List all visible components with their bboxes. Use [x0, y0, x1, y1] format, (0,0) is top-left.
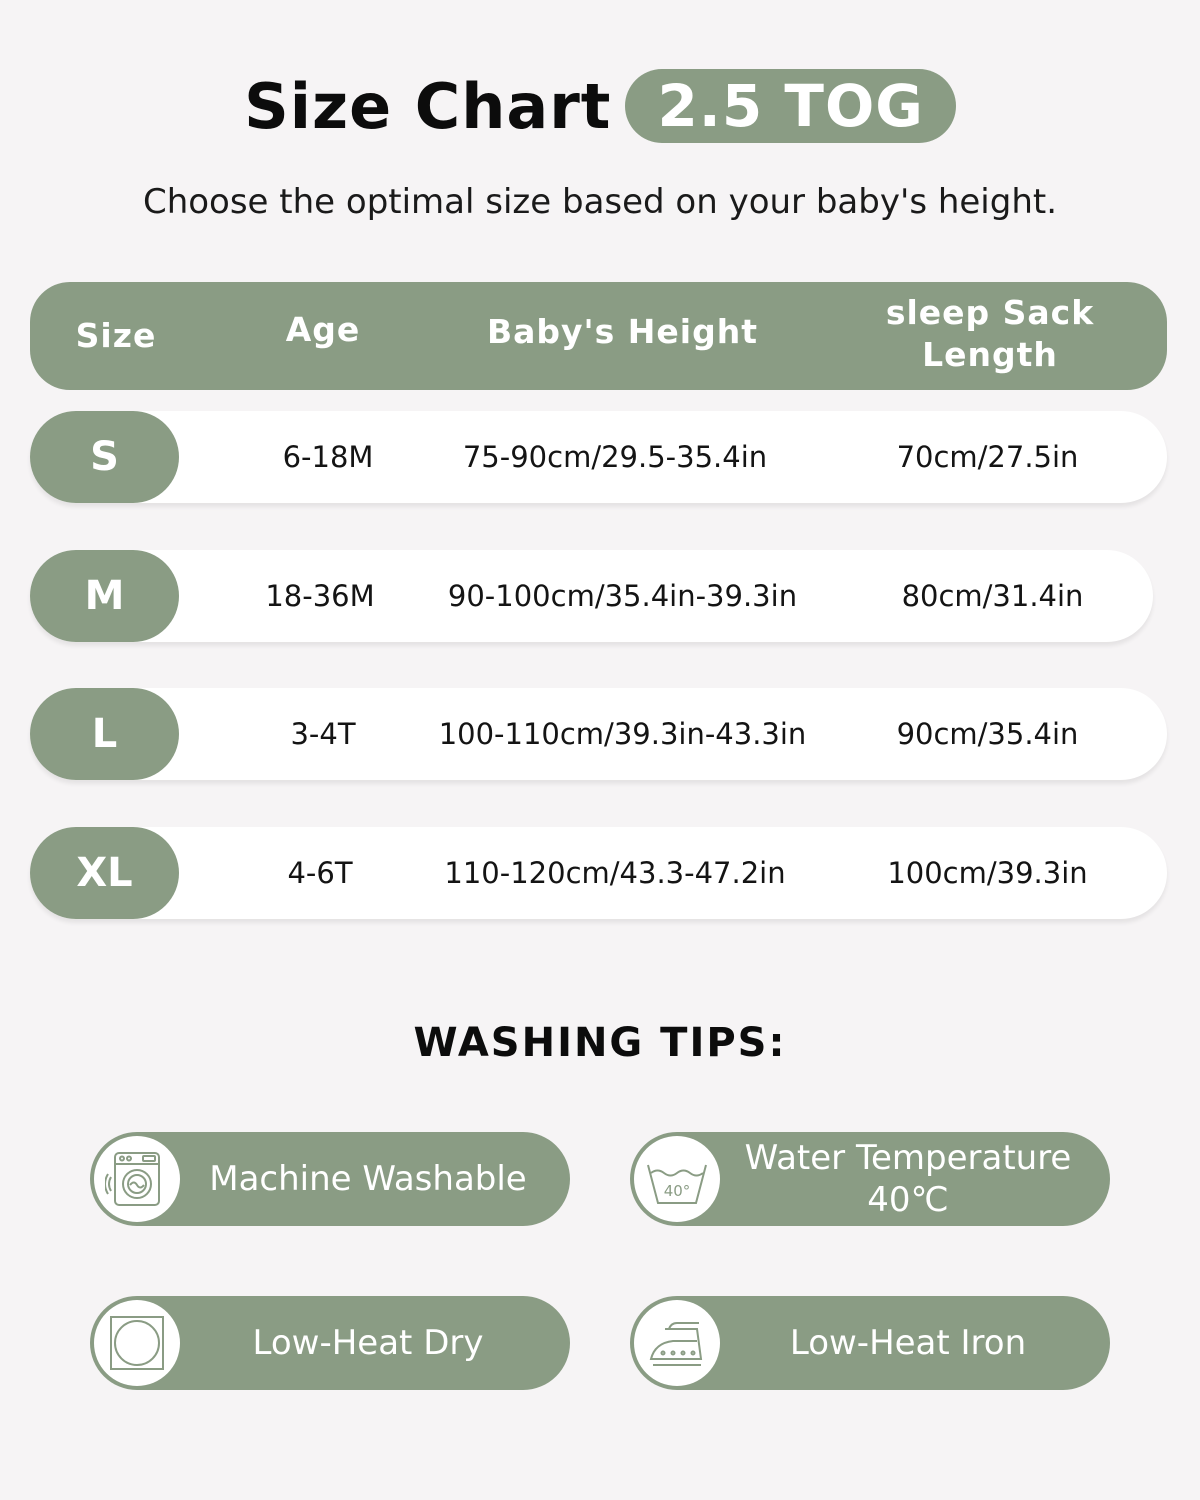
- tip-label-line1: Water Temperature: [744, 1138, 1072, 1178]
- tog-badge: 2.5 TOG: [625, 69, 955, 143]
- size-label: M: [30, 550, 179, 642]
- table-row: [30, 827, 1167, 919]
- tip-water-temperature: [630, 1132, 1110, 1226]
- age-cell: 6-18M: [282, 440, 374, 474]
- tip-label: Low-Heat Dry: [252, 1323, 484, 1363]
- size-label: S: [30, 411, 179, 503]
- height-cell: 100-110cm/39.3in-43.3in: [438, 717, 807, 751]
- column-header-height: Baby's Height: [487, 312, 758, 351]
- column-header-age: Age: [285, 310, 361, 349]
- tip-label: Low-Heat Iron: [789, 1323, 1027, 1363]
- column-header-length-line1: sleep Sack: [885, 293, 1095, 332]
- length-cell: 90cm/35.4in: [896, 717, 1079, 751]
- height-cell: 90-100cm/35.4in-39.3in: [447, 579, 798, 613]
- column-header-length-line2: Length: [922, 335, 1058, 374]
- length-cell: 70cm/27.5in: [896, 440, 1079, 474]
- tip-low-heat-dry: [90, 1296, 570, 1390]
- page-title: Size Chart: [244, 69, 612, 143]
- table-row: [30, 688, 1167, 780]
- age-cell: 4-6T: [287, 856, 353, 890]
- table-row: [30, 411, 1167, 503]
- tip-label-line2: 40℃: [867, 1180, 949, 1220]
- washing-machine-icon: [94, 1136, 180, 1222]
- size-label: L: [30, 688, 179, 780]
- column-header-size: Size: [75, 316, 157, 355]
- tip-low-heat-iron: [630, 1296, 1110, 1390]
- column-header-length: [850, 280, 1130, 388]
- subtitle: Choose the optimal size based on your baby's height.: [142, 182, 1058, 222]
- length-cell: 100cm/39.3in: [887, 856, 1088, 890]
- length-cell: 80cm/31.4in: [901, 579, 1084, 613]
- tumble-dry-icon: [94, 1300, 180, 1386]
- tip-label: Machine Washable: [209, 1159, 527, 1199]
- tip-machine-washable: [90, 1132, 570, 1226]
- washing-tips-title: WASHING TIPS:: [413, 1020, 787, 1066]
- title-row: [0, 68, 1200, 144]
- height-cell: 75-90cm/29.5-35.4in: [462, 440, 768, 474]
- age-cell: 3-4T: [290, 717, 356, 751]
- tip-label: [726, 1132, 1090, 1226]
- water-temperature-icon: [634, 1136, 720, 1222]
- table-row: [30, 550, 1153, 642]
- table-header: [30, 282, 1167, 390]
- temperature-icon-text: 40°: [663, 1182, 691, 1200]
- height-cell: 110-120cm/43.3-47.2in: [444, 856, 786, 890]
- iron-icon: [634, 1300, 720, 1386]
- size-label: XL: [30, 827, 179, 919]
- age-cell: 18-36M: [265, 579, 375, 613]
